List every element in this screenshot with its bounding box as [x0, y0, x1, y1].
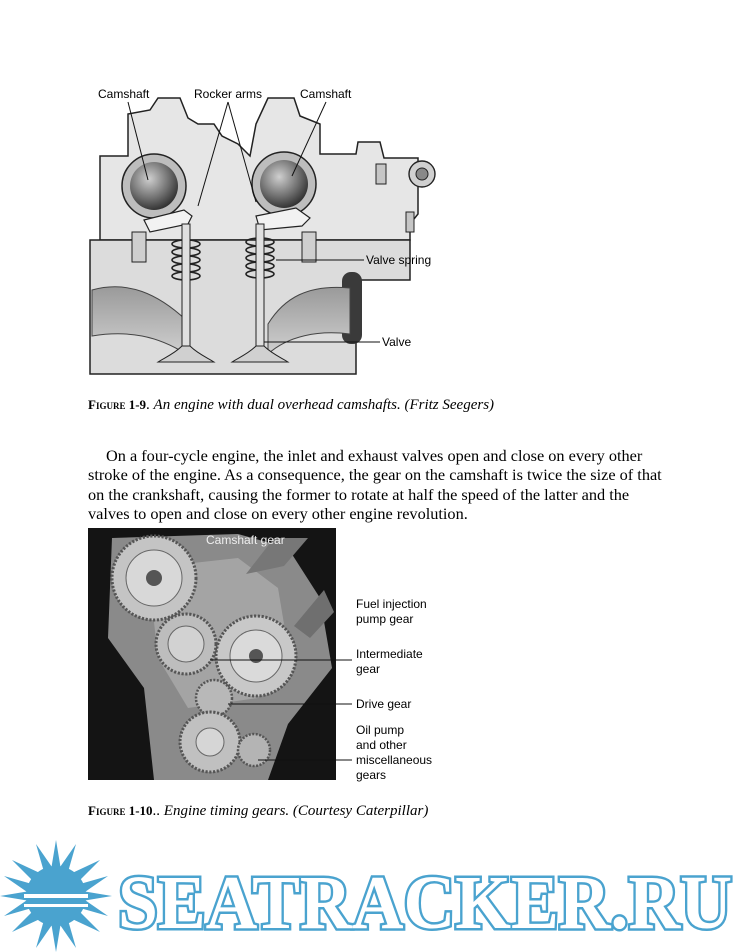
- label-intermediate-1: Intermediate: [356, 647, 423, 661]
- caption-separator: .: [146, 397, 154, 413]
- figure-number: Figure 1-10: [88, 803, 153, 818]
- label-oil-pump-3: miscellaneous: [356, 753, 433, 767]
- label-intermediate-2: gear: [356, 662, 381, 676]
- label-oil-pump-2: and other: [356, 738, 407, 752]
- figure-number: Figure 1-9: [88, 397, 147, 412]
- label-rocker-arms: Rocker arms: [194, 87, 263, 101]
- label-camshaft-left: Camshaft: [98, 87, 150, 101]
- caption-separator: ..: [152, 803, 164, 819]
- watermark-text: SEATRACKER.RU: [118, 861, 732, 945]
- label-fuel-injection-1: Fuel injection: [356, 597, 427, 611]
- label-drive-gear: Drive gear: [356, 697, 412, 711]
- label-camshaft-right: Camshaft: [300, 87, 352, 101]
- label-valve: Valve: [382, 335, 412, 349]
- watermark-logo: [0, 838, 750, 952]
- figure-timing-gears-photo: [88, 528, 448, 784]
- body-paragraph: On a four-cycle engine, the inlet and exhaust valves open and close on every other stroke of the engine. As a consequence, the gear on the camshaft is twice the size of that on the crankshaft, causing the former to rotate at half the speed of the latter and the valves to open and close on every other engine revolution.: [88, 446, 662, 524]
- label-oil-pump-1: Oil pump: [356, 723, 405, 737]
- drive-gear: [196, 680, 232, 716]
- sun-burst-icon: [0, 840, 112, 952]
- label-oil-pump-4: gears: [356, 768, 387, 782]
- label-fuel-injection-2: pump gear: [356, 612, 414, 626]
- figure-1-9-caption: [88, 397, 494, 414]
- label-valve-spring: Valve spring: [366, 253, 432, 267]
- label-camshaft-gear: Camshaft gear: [206, 533, 285, 547]
- caption-text: An engine with dual overhead camshafts. (Fritz Seegers): [153, 397, 495, 413]
- caption-text: Engine timing gears. (Courtesy Caterpillar): [163, 803, 429, 819]
- figure-dohc-engine-illustration: [88, 84, 448, 380]
- figure-1-10-caption: [88, 803, 428, 820]
